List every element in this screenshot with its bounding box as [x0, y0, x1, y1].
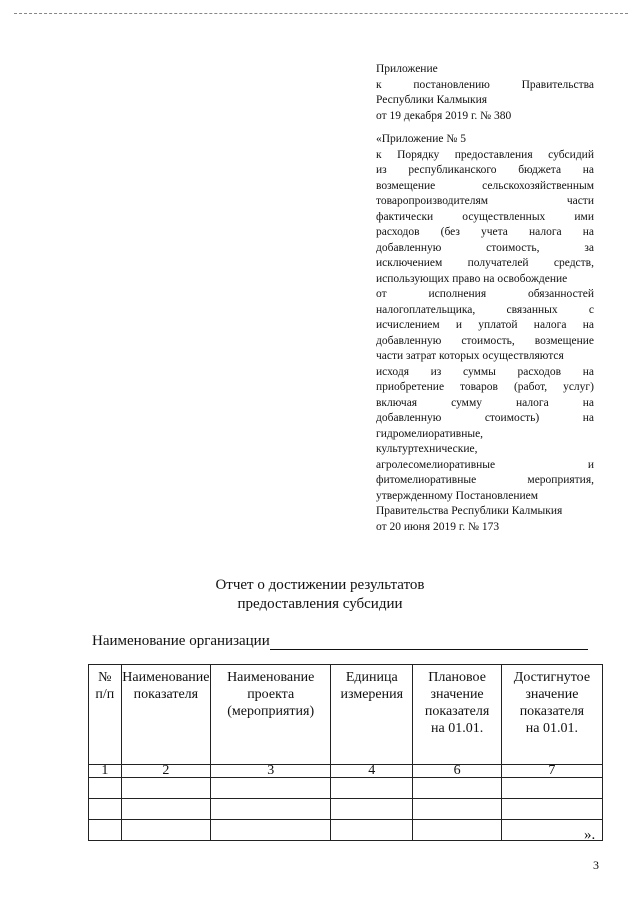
text-line	[376, 318, 594, 334]
text-line: от 19 декабря 2019 г. № 380	[376, 109, 512, 122]
word: на	[582, 226, 594, 238]
header-cell	[211, 665, 331, 765]
text-line	[376, 148, 594, 164]
empty-cell	[413, 799, 501, 820]
word: сельскохозяйственным	[482, 179, 594, 192]
text-line	[376, 396, 594, 412]
word: исчислением	[376, 319, 440, 331]
word: стоимость,	[461, 334, 515, 347]
empty-cell	[331, 799, 413, 820]
header-cell-text: на 01.01.	[430, 721, 484, 736]
word: налогоплательщика,	[376, 303, 476, 316]
word: (без	[440, 226, 460, 238]
text-line	[376, 303, 594, 319]
word: и	[455, 319, 463, 331]
word: и	[587, 458, 594, 471]
text-line: утвержденному Постановлением	[376, 489, 539, 502]
text-line	[376, 179, 594, 195]
empty-cell	[331, 778, 413, 799]
text-line	[376, 194, 594, 210]
organization-label: Наименование организации	[92, 633, 270, 649]
header-row	[89, 665, 603, 765]
word: бюджета	[518, 164, 562, 176]
empty-cell	[413, 778, 501, 799]
organization-blank-line	[270, 635, 588, 650]
word: на	[582, 396, 594, 409]
word: возмещение	[376, 179, 436, 192]
word: суммы	[463, 365, 496, 378]
text-line: Правительства Республики Калмыкия	[376, 505, 563, 517]
word: субсидий	[548, 148, 594, 161]
table-row	[89, 799, 603, 820]
empty-cell	[89, 799, 122, 820]
word: сумму	[451, 396, 482, 409]
word: осуществленных	[462, 210, 546, 223]
empty-cell	[89, 778, 122, 799]
word: на	[582, 365, 594, 378]
header-cell-text: измерения	[340, 687, 404, 702]
column-number-cell: 3	[211, 765, 331, 778]
word: уплатой	[478, 319, 518, 331]
word: с	[588, 303, 594, 316]
header-cell-text: проекта	[247, 687, 295, 702]
header-cell-text: показателя	[133, 687, 199, 702]
report-subtitle: предоставления субсидии	[237, 596, 403, 612]
report-title: Отчет о достижении результатов	[215, 577, 425, 593]
word: Порядку	[397, 148, 440, 161]
empty-cell	[211, 778, 331, 799]
text-line: Приложение	[376, 63, 438, 75]
table-row	[89, 820, 603, 841]
word: на	[582, 412, 594, 424]
header-cell-text: (мероприятия)	[227, 704, 315, 719]
word: фактически	[376, 210, 434, 223]
word: добавленную	[376, 241, 442, 254]
word: к	[376, 148, 382, 161]
text-line	[376, 225, 594, 241]
word: налога	[516, 396, 549, 409]
word: из	[430, 365, 442, 378]
text-line: «Приложение № 5	[376, 133, 466, 145]
empty-cell	[121, 820, 211, 841]
header-cell	[413, 665, 501, 765]
page-number: 3	[593, 858, 599, 872]
text-line: гидромелиоративные,	[376, 427, 484, 440]
header-cell	[121, 665, 211, 765]
empty-cell	[121, 778, 211, 799]
appendix-block	[376, 62, 594, 535]
empty-cell	[331, 820, 413, 841]
word: расходов	[376, 226, 420, 238]
text-line	[376, 380, 594, 396]
word: части	[566, 195, 594, 207]
word: предоставления	[454, 148, 533, 161]
word: добавленную	[376, 412, 442, 424]
column-number-row	[89, 765, 603, 778]
word: Правительства	[521, 78, 594, 91]
header-cell-text: показателя	[424, 704, 490, 719]
header-cell-text: значение	[430, 687, 484, 702]
word: из	[376, 164, 387, 176]
word: на	[582, 319, 594, 331]
header-cell	[331, 665, 413, 765]
empty-cell	[211, 820, 331, 841]
word: включая	[376, 396, 418, 409]
word: расходов	[517, 365, 562, 378]
header-cell-text: Единица	[345, 670, 398, 685]
header-cell-text: Наименование	[227, 670, 315, 685]
word: налога	[528, 226, 562, 238]
column-number-cell: 4	[331, 765, 413, 778]
word: налога	[533, 319, 567, 331]
word: мероприятия,	[527, 474, 594, 486]
text-line	[376, 163, 594, 179]
header-cell-text: п/п	[95, 687, 115, 702]
text-line: Республики Калмыкия	[376, 94, 488, 106]
word: учета	[481, 226, 508, 238]
word: средств,	[553, 257, 594, 269]
text-line	[376, 287, 594, 303]
header-cell	[89, 665, 122, 765]
text-line: использующих право на освобождение	[376, 272, 568, 285]
word: связанных	[506, 303, 558, 316]
empty-cell	[413, 820, 501, 841]
header-cell-text: Плановое	[428, 670, 486, 685]
word: товаропроизводителям	[376, 195, 489, 207]
header-cell-text: значение	[525, 687, 579, 702]
table-row	[89, 778, 603, 799]
text-line	[376, 256, 594, 272]
scan-edge-line	[14, 13, 628, 14]
text-line	[376, 210, 594, 226]
word: агролесомелиоративные	[376, 458, 496, 471]
word: (работ,	[513, 381, 548, 393]
header-cell-text: показателя	[519, 704, 585, 719]
text-line: культуртехнические,	[376, 443, 478, 455]
appendix-header	[376, 62, 594, 124]
column-number-cell: 6	[413, 765, 501, 778]
empty-cell	[89, 820, 122, 841]
header-cell-text: №	[98, 670, 112, 685]
empty-cell	[501, 778, 602, 799]
word: исполнения	[428, 288, 487, 300]
text-line: части затрат которых осуществляются	[376, 350, 564, 362]
column-number-cell: 1	[89, 765, 122, 778]
closing-quote: ».	[584, 827, 596, 843]
column-number-cell: 7	[501, 765, 602, 778]
text-line	[376, 334, 594, 350]
word: услуг)	[563, 381, 594, 393]
text-line: от 20 июня 2019 г. № 173	[376, 520, 500, 533]
header-cell	[501, 665, 602, 765]
text-line	[376, 458, 594, 474]
word: фитомелиоративные	[376, 474, 477, 486]
word: товаров	[460, 381, 498, 393]
word: за	[584, 241, 594, 254]
text-line	[376, 365, 594, 381]
organization-field	[92, 633, 588, 650]
word: возмещение	[534, 334, 594, 347]
column-number-cell: 2	[121, 765, 211, 778]
word: стоимость,	[486, 241, 540, 254]
word: к	[376, 78, 382, 91]
text-line	[376, 411, 594, 427]
text-line	[376, 78, 594, 94]
word: исходя	[376, 365, 409, 378]
report-table	[88, 664, 603, 841]
word: на	[582, 164, 594, 176]
word: стоимость)	[484, 412, 540, 424]
header-cell-text: Наименование	[122, 670, 210, 685]
text-line	[376, 473, 594, 489]
text-line	[376, 241, 594, 257]
word: от	[376, 288, 387, 300]
word: ими	[574, 210, 594, 223]
empty-cell	[121, 799, 211, 820]
word: приобретение	[376, 381, 445, 393]
appendix-reference	[376, 132, 594, 535]
word: республиканского	[408, 164, 497, 176]
header-cell-text: на 01.01.	[525, 721, 579, 736]
word: обязанностей	[527, 288, 594, 300]
empty-cell	[501, 799, 602, 820]
word: получателей	[467, 257, 529, 269]
empty-cell	[211, 799, 331, 820]
header-cell-text: Достигнутое	[513, 670, 591, 685]
word: исключением	[376, 257, 443, 269]
word: постановлению	[413, 78, 490, 91]
word: добавленную	[376, 334, 442, 347]
